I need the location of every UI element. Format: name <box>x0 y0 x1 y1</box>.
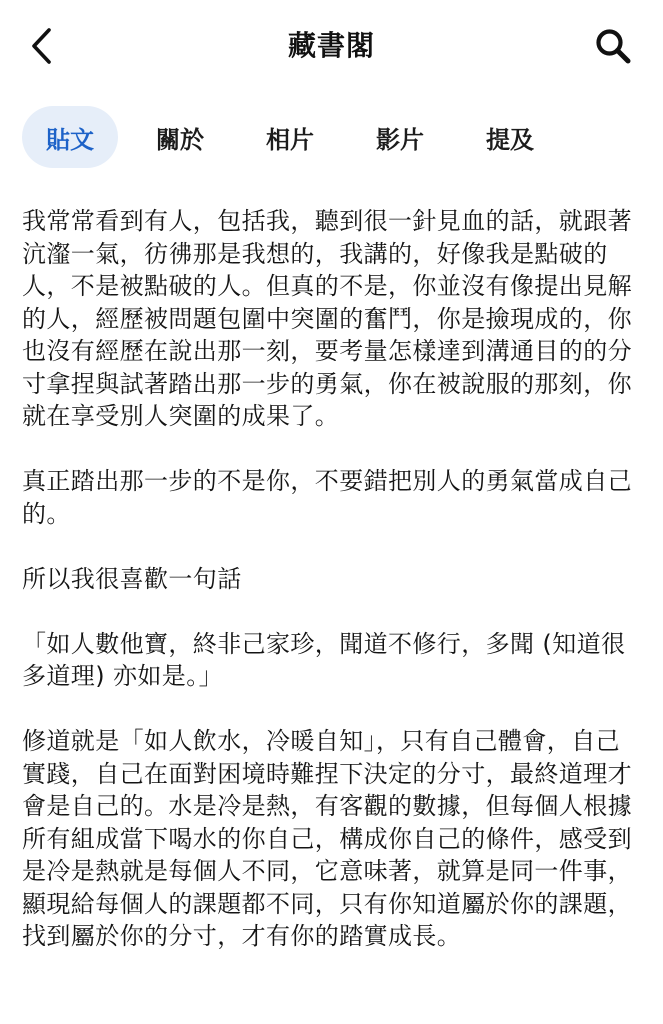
tab-photos[interactable] <box>242 106 338 168</box>
post-paragraph: 我常常看到有人，包括我，聽到很一針見血的話，就跟著沆瀣一氣，彷彿那是我想的，我講的，好像我是點破的人，不是被點破的人。但真的不是，你並沒有像提出見解的人，經歷被問題包圍中突圍的奮鬥，你是撿現成的，你也沒有經歷在說出那一刻，要考量怎樣達到溝通目的的分寸拿捏與試著踏出那一步的勇氣，你在被說服的那刻，你就在享受別人突圍的成果了。 <box>22 207 632 430</box>
profile-tabs <box>22 106 572 168</box>
top-bar <box>0 0 663 92</box>
tab-about[interactable] <box>132 106 228 168</box>
post-paragraph: 所以我很喜歡一句話 <box>22 564 242 593</box>
tab-label: 影片 <box>376 125 424 154</box>
tab-mentions[interactable] <box>462 106 558 168</box>
tab-label: 貼文 <box>46 125 94 154</box>
tab-label: 相片 <box>266 125 314 154</box>
search-icon <box>594 27 632 65</box>
post-quote: 「如人數他寶，終非己家珍，聞道不修行，多聞 (知道很多道理) 亦如是。」 <box>22 629 626 690</box>
tab-videos[interactable] <box>352 106 448 168</box>
tab-posts[interactable] <box>22 106 118 168</box>
post-paragraph: 修道就是「如人飲水，冷暖自知」，只有自己體會，自己實踐，自己在面對困境時難捏下決定的分寸，最終道理才會是自己的。水是冷是熱，有客觀的數據，但每個人根據所有組成當下喝水的你自己，構成你自己的條件，感受到是冷是熱就是每個人不同，它意味著，就算是同一件事，顯現給每個人的課題都不同，只有你知道屬於你的課題，找到屬於你的分寸，才有你的踏實成長。 <box>22 727 632 950</box>
page-title: 藏書閣 <box>287 29 375 62</box>
tab-label: 關於 <box>156 125 204 154</box>
post-paragraph: 真正踏出那一步的不是你，不要錯把別人的勇氣當成自己的。 <box>22 467 632 528</box>
tab-label: 提及 <box>486 125 534 154</box>
post-body <box>22 205 642 985</box>
search-button[interactable] <box>591 24 635 68</box>
